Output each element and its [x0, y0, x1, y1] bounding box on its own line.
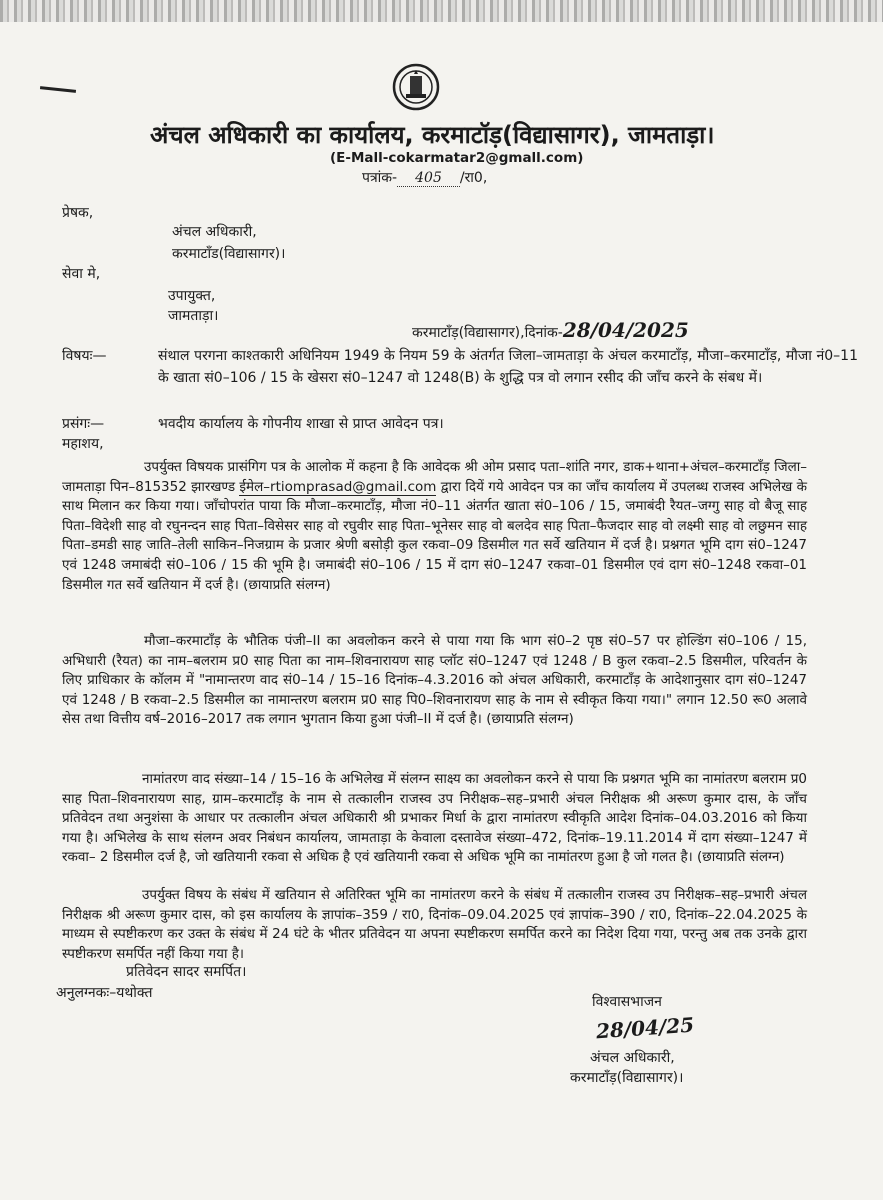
applicant-email: ईमेल–rtiomprasad@gmail.com: [239, 478, 437, 495]
subject-label: विषयः—: [62, 348, 107, 364]
date-value: 28/04/2025: [562, 318, 689, 342]
sender-label: प्रेषक,: [62, 205, 94, 221]
body-paragraph-5: प्रतिवेदन सादर समर्पित।: [126, 964, 247, 980]
office-title: अंचल अधिकारी का कार्यालय, करमाटॉड़(विद्यासागर), जामताड़ा।: [150, 121, 715, 149]
recipient-line2: जामताड़ा।: [168, 308, 219, 324]
office-email: (E-Mall-cokarmatar2@gmall.com): [330, 150, 584, 166]
letter-reference-number: [362, 168, 487, 187]
date-label: करमाटाँड़(विद्यासागर),दिनांक-: [412, 325, 563, 341]
subject-text: संथाल परगना काश्तकारी अधिनियम 1949 के नियम 59 के अंतर्गत जिला–जामताड़ा के अंचल करमाटाँड़, मौजा–करमाटाँड़, मौजा नं0–11 के खाता सं0–106 / 15 के खेसरा सं0–1247 वो 1248(B) के शुद्धि पत्र वो लगान रसीद की जाँच करने के संबध में।: [158, 348, 858, 386]
sender-line2: करमाटाँड(विद्यासागर)।: [172, 246, 286, 262]
pen-stroke-mark: [40, 86, 76, 93]
body-paragraph-4: उपर्युक्त विषय के संबंध में खतियान से अतिरिक्त भूमि का नामांतरण करने के संबंध में तत्कालीन राजस्व उप निरीक्षक–सह–प्रभारी अंचल निरीक्षक श्री अरूण कुमार दास, को इस कार्यालय के ज्ञापांक–359 / रा0, दिनांक–09.04.2025 एवं ज्ञापांक–390 / रा0, दिनांक–22.04.2025 के माध्यम से स्पष्टीकरण कर उक्त के संबंध में 24 घंटे के भीतर प्रतिवेदन या अपना स्पष्टीकरण समर्पित करने का निदेश दिया गया, परन्तु अब तक उनके द्वारा स्पष्टीकरण समर्पित नहीं किया गया है।: [62, 887, 807, 962]
recipient-line1: उपायुक्त,: [168, 288, 216, 304]
letter-date: [412, 318, 689, 342]
enclosure: अनुलग्नकः–यथोक्त: [56, 985, 153, 1001]
ref-suffix: /रा0,: [459, 170, 488, 186]
state-emblem-icon: [391, 62, 441, 112]
handwritten-signature: 28/04/25: [595, 1012, 695, 1044]
signatory-office: करमाटाँड़(विद्यासागर)।: [570, 1070, 684, 1086]
scan-edge-strip: [0, 0, 883, 22]
reference-label: प्रसंगः—: [62, 416, 105, 432]
body-paragraph-1: [62, 458, 807, 595]
p1-text-b: द्वारा दियें गये आवेदन पत्र का जाँच कार्यालय में उपलब्ध राजस्व अभिलेख के साथ मिलान कर किया गया। जाँचोपरांत पाया कि मौजा–करमाटाँड़, मौजा नं0–11 अंतर्गत खाता सं0–106 / 15, जमाबंदी रैयत–जग्गु साह वो बैजू साह पिता–विदेशी साह वो रघुनन्दन साह पिता–विसेसर साह वो रघुवीर साह पिता–भूनेसर साह वो बलदेव साह पिता–फैजदार साह वो लक्ष्मी साह वो लछुमन साह पिता–डमडी साह जाति–तेली साकिन–निजग्राम के प्रजार श्रेणी बसोड़ी कुल रकवा–09 डिसमील गत सर्वे खतियान में दर्ज है। प्रश्नगत भूमि दाग सं0–1247 एवं 1248 जमाबंदी सं0–106 / 15 की भूमि है। जमाबंदी सं0–106 / 15 में दाग सं0–1247 रकवा–01 डिसमील एवं दाग सं0–1248 रकवा–01 डिसमील गत सर्वे खतियान में दर्ज है। (छायाप्रति संलग्न): [62, 478, 807, 593]
ref-number: 405: [397, 170, 460, 187]
body-paragraph-2: मौजा–करमाटाँड़ के भौतिक पंजी–II का अवलोकन करने से पाया गया कि भाग सं0–2 पृष्ठ सं0–57 पर होल्डिंग सं0–106 / 15, अभिधारी (रैयत) का नाम–बलराम प्र0 साह पिता का नाम–शिवनारायण साह प्लॉट सं0–1247 एवं 1248 / B कुल रकवा–2.5 डिसमील, परिवर्तन के लिए प्राधिकार के कॉलम में "नामान्तरण वाद सं0–14 / 15–16 दिनांक–4.3.2016 को अंचल अधिकारी, करमाटाँड़ के आदेशानुसार दाग सं0–1247 एवं 1248 / B रकवा–2.5 डिसमील का नामान्तरण बलराम प्र0 साह पि0–शिवनारायण साह के नाम से स्वीकृत किया गया।" लगान 12.50 रू0 अलावे सेस तथा वित्तीय वर्ष–2016–2017 तक लगान भुगतान किया हुआ पंजी–II में दर्ज है। (छायाप्रति संलग्न): [62, 633, 807, 728]
body-paragraph-3: नामांतरण वाद संख्या–14 / 15–16 के अभिलेख में संलग्न साक्ष्य का अवलोकन करने से पाया कि प्रश्नगत भूमि का नामांतरण बलराम प्र0 साह पिता–शिवनारायण साह, ग्राम–करमाटाँड़ के नाम से तत्कालीन राजस्व उप निरीक्षक–सह–प्रभारी अंचल निरीक्षक श्री अरूण कुमार दास, के जाँच प्रतिवेदन तथा अनुशंसा के आधार पर तत्कालीन अंचल अधिकारी श्री प्रभाकर मिर्धा के द्वारा नामांतरण स्वीकृति आदेश दिनांक–04.03.2016 को किया गया है। अभिलेख के साथ संलग्न अवर निबंधन कार्यालय, जामताड़ा के केवाला दस्तावेज संख्या–472, दिनांक–19.11.2014 में दाग संख्या–1247 में रकवा– 2 डिसमील दर्ज है, जो खतियानी रकवा से अधिक है एवं खतियानी रकवा से अधिक भूमि का नामांतरण हुआ है जो गलत है। (छायाप्रति संलग्न): [62, 771, 807, 866]
signatory-title: अंचल अधिकारी,: [590, 1050, 675, 1066]
recipient-label: सेवा मे,: [62, 266, 101, 282]
ref-label: पत्रांक-: [362, 170, 398, 186]
salutation: महाशय,: [62, 436, 104, 452]
reference-text: भवदीय कार्यालय के गोपनीय शाखा से प्राप्त आवेदन पत्र।: [158, 416, 444, 432]
p1-text-a: उपर्युक्त विषयक प्रासंगिग पत्र के आलोक में कहना है कि आवेदक श्री ओम प्रसाद पता–शांति नगर, डाक+थाना+अंचल–करमाटाँड़ जिला–जामताड़ा पिन–815352 झारखण्ड: [62, 459, 807, 495]
sender-line1: अंचल अधिकारी,: [172, 224, 257, 240]
closing-label: विश्वासभाजन: [592, 994, 662, 1010]
